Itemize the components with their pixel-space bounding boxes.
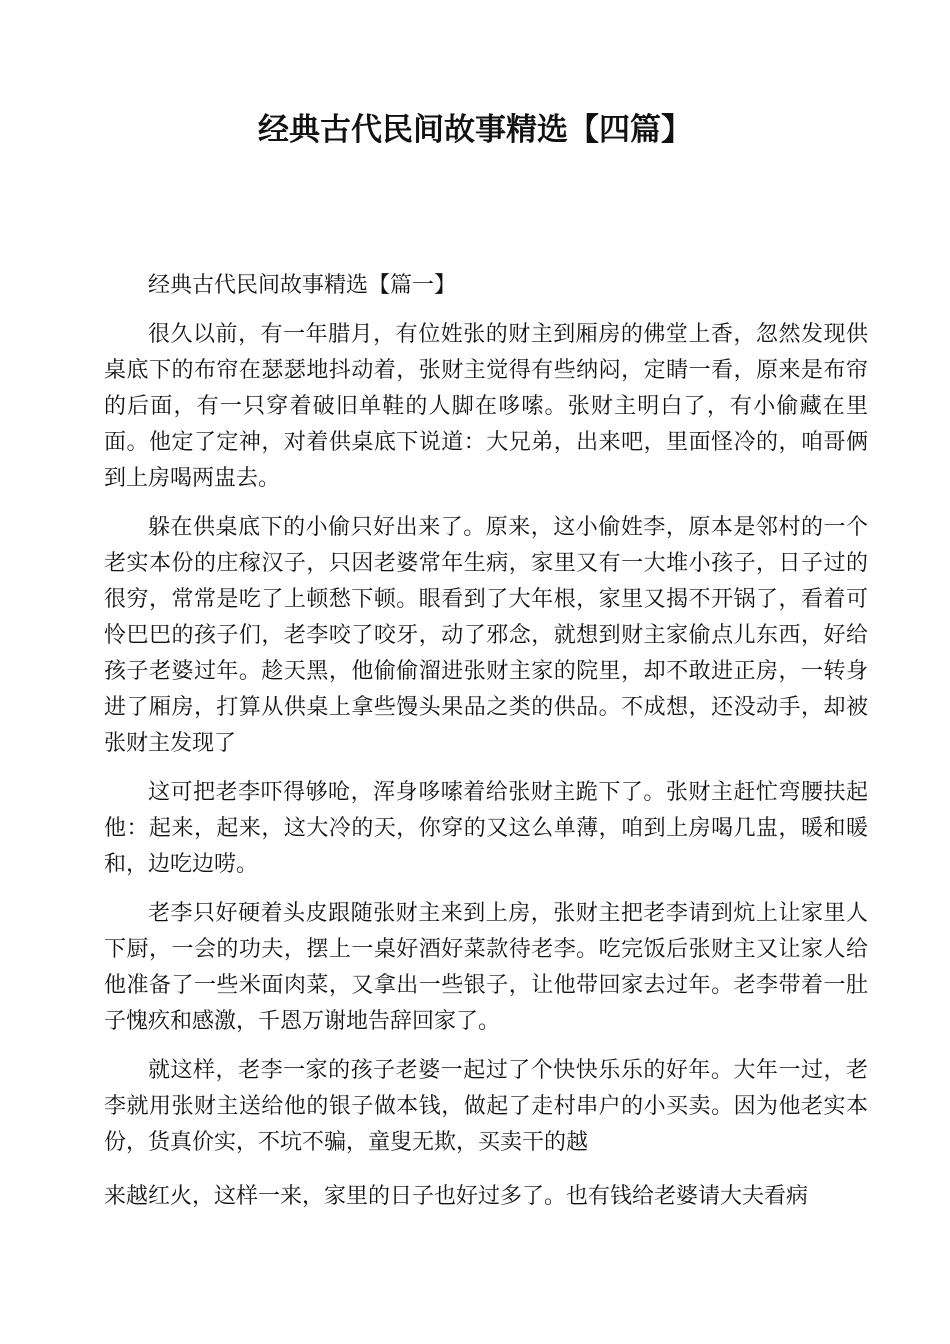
section-heading: 经典古代民间故事精选【篇一】: [148, 273, 457, 298]
document-title: 经典古代民间故事精选【四篇】: [258, 112, 692, 148]
paragraph: 就这样，老李一家的孩子老婆一起过了个快快乐乐的好年。大年一过，老李就用张财主送给他的银子做本钱，做起了走村串户的小买卖。因为他老实本份，货真价实，不坑不骗，童叟无欺，买卖干的越: [104, 1058, 868, 1155]
paragraph: 躲在供桌底下的小偷只好出来了。原来，这小偷姓李，原本是邻村的一个老实本份的庄稼汉子，只因老婆常年生病，家里又有一大堆小孩子，日子过的很穷，常常是吃了上顿愁下顿。眼看到了大年根，家里又揭不开锅了，看着可怜巴巴的孩子们，老李咬了咬牙，动了邪念，就想到财主家偷点儿东西，好给孩子老婆过年。趁天黑，他偷偷溜进张财主家的院里，却不敢进正房，一转身进了厢房，打算从供桌上拿些馒头果品之类的供品。不成想，还没动手，却被张财主发现了: [104, 515, 868, 756]
paragraph: 很久以前，有一年腊月，有位姓张的财主到厢房的佛堂上香，忽然发现供桌底下的布帘在瑟瑟地抖动着，张财主觉得有些纳闷，定睛一看，原来是布帘的后面，有一只穿着破旧单鞋的人脚在哆嗦。张财主明白了，有小偷藏在里面。他定了定神，对着供桌底下说道：大兄弟，出来吧，里面怪冷的，咱哥俩到上房喝两盅去。: [104, 322, 868, 491]
document-body: [104, 268, 868, 1215]
paragraph-continuation: 来越红火，这样一来，家里的日子也好过多了。也有钱给老婆请大夫看病: [104, 1184, 809, 1209]
paragraph: 这可把老李吓得够呛，浑身哆嗦着给张财主跪下了。张财主赶忙弯腰扶起他：起来，起来，这大冷的天，你穿的又这么单薄，咱到上房喝几盅，暖和暖和，边吃边唠。: [104, 780, 868, 877]
paragraph: 老李只好硬着头皮跟随张财主来到上房，张财主把老李请到炕上让家里人下厨，一会的功夫，摆上一桌好酒好菜款待老李。吃完饭后张财主又让家人给他准备了一些米面肉菜，又拿出一些银子，让他带回家去过年。老李带着一肚子愧疚和感激，千恩万谢地告辞回家了。: [104, 901, 868, 1034]
